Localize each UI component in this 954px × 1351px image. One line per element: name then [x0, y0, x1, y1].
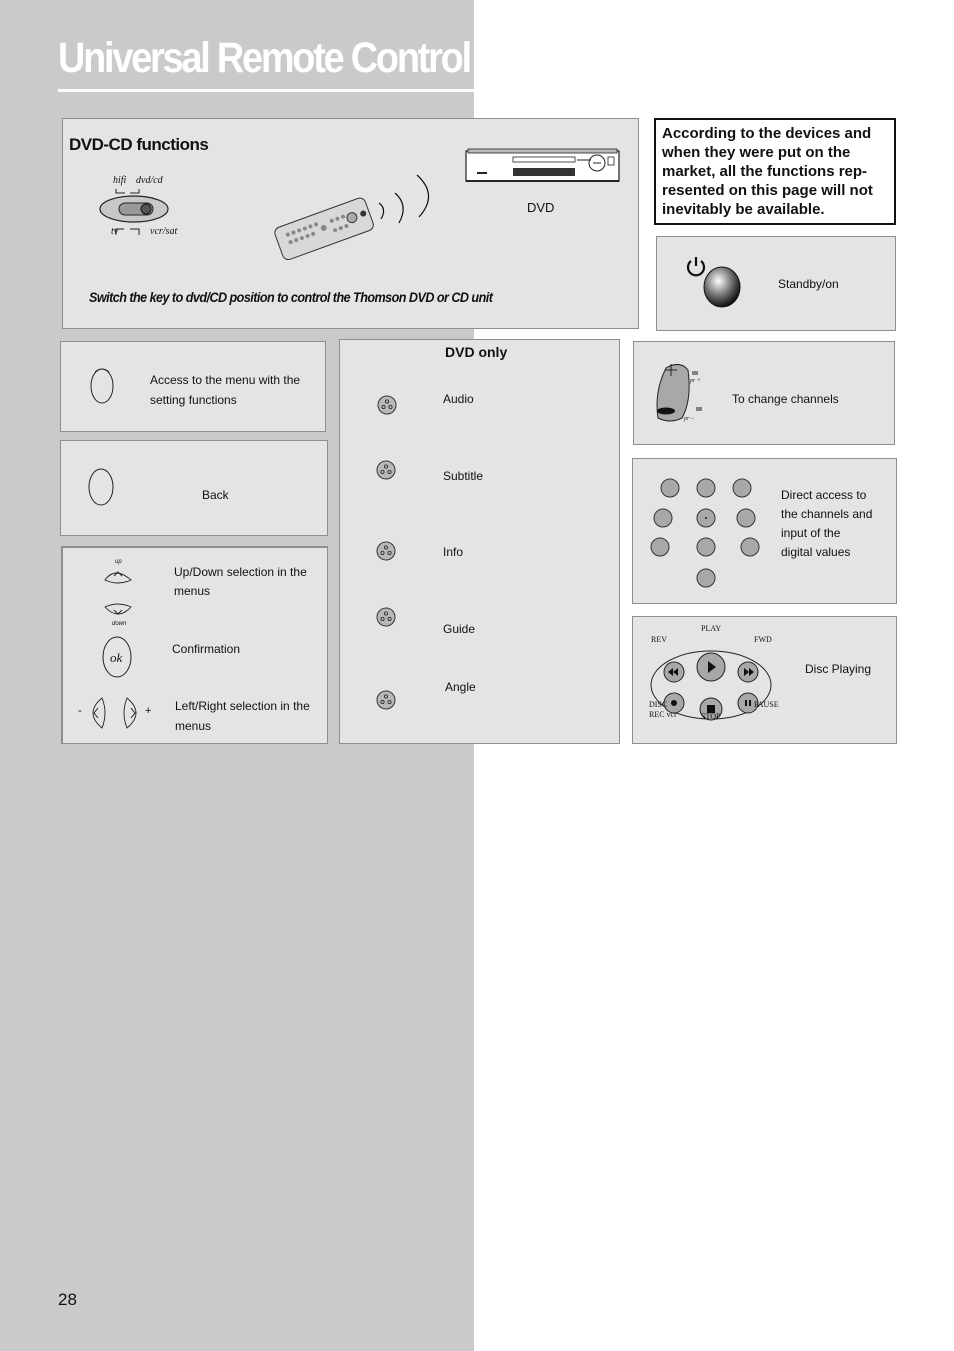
digits-label-line4: digital values: [781, 545, 851, 559]
remote-control-icon: [277, 201, 377, 261]
up-small-label: up: [115, 559, 122, 565]
leftright-label-line1: Left/Right selection in the: [175, 699, 310, 713]
info-label: Info: [443, 545, 464, 559]
confirm-label: Confirmation: [172, 642, 241, 656]
disc-playing-panel: [632, 616, 897, 744]
left-arrow-button[interactable]: [84, 696, 106, 730]
svg-text:pr –: pr –: [684, 416, 694, 422]
updown-label-line1: Up/Down selection in the: [174, 565, 307, 579]
page-number: 28: [58, 1290, 77, 1309]
ok-label: ok: [110, 650, 123, 665]
digits-panel: [632, 458, 897, 604]
updown-label-line2: menus: [174, 584, 211, 598]
standby-label: Standby/on: [778, 277, 839, 291]
play-label: PLAY: [701, 624, 722, 633]
disc-label: DISC: [649, 700, 668, 709]
switch-label-tv: tv: [111, 226, 119, 237]
switch-label-dvdcd: dvd/cd: [136, 175, 163, 186]
subtitle-button[interactable]: [375, 459, 397, 481]
plus-sign: +: [145, 705, 152, 717]
device-label: DVD: [527, 200, 555, 215]
audio-button[interactable]: [376, 394, 398, 416]
pause-label: PAUSE: [754, 700, 779, 709]
title-underline: [58, 89, 474, 92]
right-arrow-button[interactable]: [123, 696, 145, 730]
menu-panel: [60, 341, 326, 432]
digit-keypad[interactable]: [647, 473, 757, 608]
navigation-panel: [61, 546, 328, 744]
page-title: Universal Remote Control: [58, 34, 470, 82]
minus-sign: -: [78, 705, 82, 717]
standby-panel: [656, 236, 896, 331]
switch-label-vcrsat: vcr/sat: [150, 226, 178, 237]
menu-label-line1: Access to the menu with the: [150, 373, 301, 387]
guide-label: Guide: [443, 622, 476, 636]
back-panel: [60, 440, 328, 536]
disc-playing-label: Disc Playing: [805, 662, 872, 676]
stop-label: STOP: [701, 712, 721, 721]
menu-label-line2: setting functions: [150, 393, 237, 407]
dvd-cd-panel: [62, 118, 639, 329]
down-small-label: down: [112, 621, 127, 627]
availability-notice: According to the devices and when they were put on the market, all the functions rep- resented on this page will not inevitably be available.: [654, 118, 896, 225]
angle-label: Angle: [445, 680, 476, 694]
dvd-player-icon: [465, 147, 621, 185]
dvd-only-panel: [339, 339, 620, 744]
audio-label: Audio: [443, 392, 474, 406]
svg-text:pr +: pr +: [690, 378, 701, 384]
dvd-only-heading: DVD only: [445, 344, 508, 360]
guide-button[interactable]: [375, 606, 397, 628]
angle-button[interactable]: [375, 689, 397, 711]
digits-label-line2: the channels and: [781, 507, 873, 521]
switch-label-hifi: hifi: [113, 175, 127, 186]
signal-waves-icon: [375, 173, 445, 233]
info-button[interactable]: [375, 540, 397, 562]
panel-heading: DVD-CD functions: [69, 135, 209, 154]
rec-label: REC vcr: [649, 710, 677, 719]
subtitle-label: Subtitle: [443, 469, 484, 483]
switch-instruction: Switch the key to dvd/CD position to control the Thomson DVD or CD unit: [89, 289, 493, 305]
channels-panel: [633, 341, 895, 445]
digits-label-line1: Direct access to: [781, 488, 867, 502]
fwd-label: FWD: [754, 635, 772, 644]
up-arrow-button[interactable]: [103, 566, 133, 586]
menu-button[interactable]: [90, 366, 116, 408]
standby-button[interactable]: [702, 265, 742, 309]
channel-rocker-button[interactable]: [646, 356, 716, 426]
back-button[interactable]: [88, 467, 116, 509]
back-label: Back: [202, 488, 229, 502]
mode-switch-icon[interactable]: [99, 187, 179, 227]
leftright-label-line2: menus: [175, 719, 212, 733]
digits-label-line3: input of the: [781, 526, 841, 540]
channels-label: To change channels: [732, 392, 839, 406]
rev-label: REV: [651, 635, 667, 644]
